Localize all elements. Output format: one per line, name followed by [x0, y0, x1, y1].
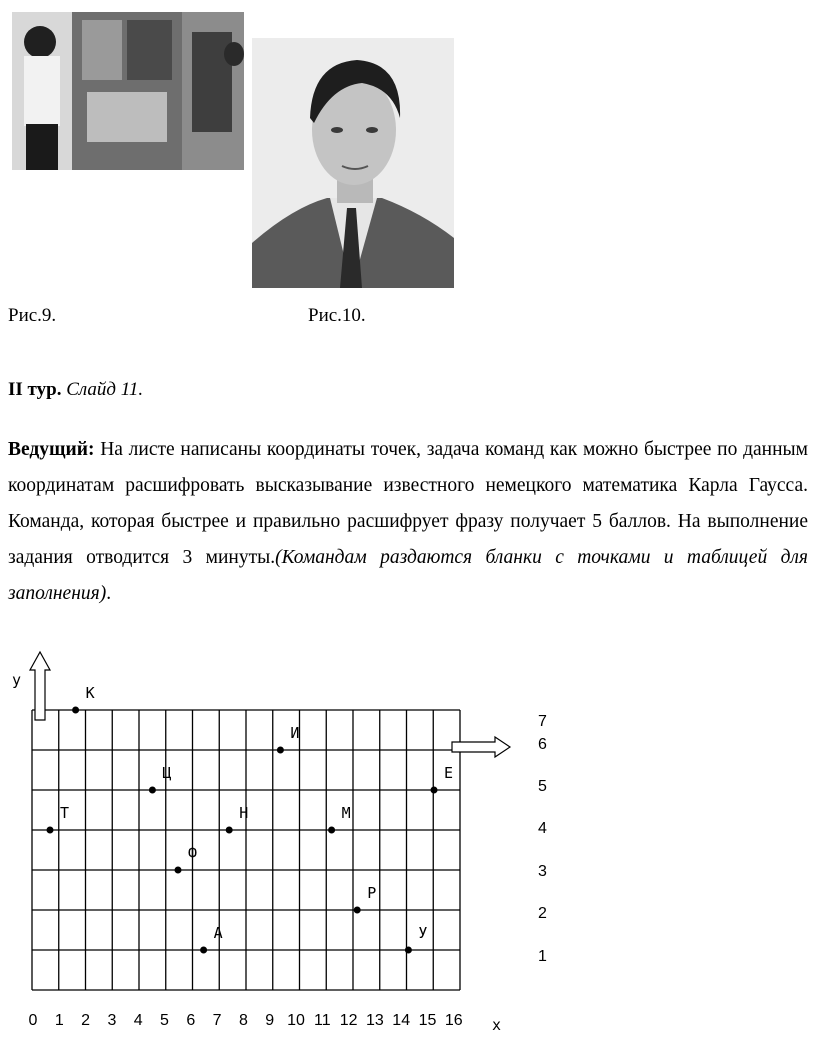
computer-room-image [12, 12, 244, 170]
grid-lines [32, 710, 460, 990]
point-label: Ц [162, 764, 172, 782]
figure-10-photo [252, 38, 454, 288]
y-tick-label: 7 [538, 713, 547, 730]
y-tick-label: 2 [538, 905, 547, 922]
data-point [226, 827, 233, 834]
data-point [175, 867, 182, 874]
x-tick-label: 10 [287, 1012, 305, 1029]
coordinate-grid-chart [0, 640, 816, 1062]
x-tick-label: 8 [238, 1012, 248, 1029]
x-tick-label: 5 [160, 1012, 169, 1029]
slide-label: Слайд 11. [66, 379, 144, 400]
data-point [405, 947, 412, 954]
x-tick-label: 15 [418, 1012, 437, 1029]
point-label: Е [444, 764, 454, 782]
x-tick-label: 0 [28, 1012, 38, 1029]
data-point [200, 947, 207, 954]
x-tick-label: 12 [339, 1012, 358, 1029]
point-label: Н [239, 804, 249, 822]
point-label: У [418, 924, 428, 942]
point-label: А [213, 924, 223, 942]
task-end: . [106, 583, 112, 604]
point-label: М [341, 804, 351, 822]
y-tick-label: 1 [538, 948, 547, 965]
task-note: (Командам раздаются бланки с точками и таблицей для заполнения) [8, 547, 808, 604]
data-point [149, 787, 156, 794]
x-tick-label: 16 [444, 1012, 463, 1029]
speaker-label: Ведущий: [8, 439, 95, 460]
data-point [354, 907, 361, 914]
x-axis-label: x [492, 1016, 502, 1034]
point-label: Р [367, 884, 377, 902]
x-tick-label: 4 [133, 1012, 143, 1029]
y-tick-label: 3 [538, 863, 547, 880]
portrait-image [252, 38, 454, 288]
x-tick-label: 1 [54, 1012, 64, 1029]
data-point [72, 707, 79, 714]
x-tick-labels [29, 1012, 463, 1029]
point-label: К [85, 684, 95, 702]
x-tick-label: 14 [392, 1012, 411, 1029]
y-tick-label: 4 [538, 820, 547, 837]
y-tick-label: 5 [538, 778, 547, 795]
x-tick-label: 13 [366, 1012, 384, 1029]
data-points [47, 684, 454, 954]
figure-9-caption: Рис.9. [8, 305, 57, 326]
data-point [431, 787, 438, 794]
x-tick-label: 11 [313, 1012, 331, 1029]
x-axis-arrow [452, 737, 510, 757]
figure-10-caption: Рис.10. [308, 305, 366, 326]
x-tick-label: 3 [107, 1012, 117, 1029]
x-tick-label: 2 [81, 1012, 91, 1029]
y-axis-label: y [12, 671, 22, 689]
y-tick-label: 6 [538, 736, 547, 753]
point-label: Т [60, 804, 70, 822]
task-text: На листе написаны координаты точек, задача команд как можно быстрее по данным координатам расшифровать высказывание известного немецкого математика Карла Гаусса. Команда, которая быстрее и правильно расшифрует фразу получает 5 баллов. На выполнение задания отводится 3 минуты. [8, 439, 808, 568]
y-tick-labels [538, 713, 547, 965]
data-point [277, 747, 284, 754]
tour-heading [8, 374, 143, 406]
x-tick-label: 6 [186, 1012, 196, 1029]
task-paragraph [8, 432, 808, 612]
data-point [47, 827, 54, 834]
point-label: И [290, 724, 300, 742]
x-tick-label: 9 [265, 1012, 275, 1029]
figure-9-photo [12, 12, 244, 170]
tour-label: II тур. [8, 379, 62, 400]
point-label: Ф [188, 844, 198, 862]
x-tick-label: 7 [212, 1012, 222, 1029]
data-point [328, 827, 335, 834]
